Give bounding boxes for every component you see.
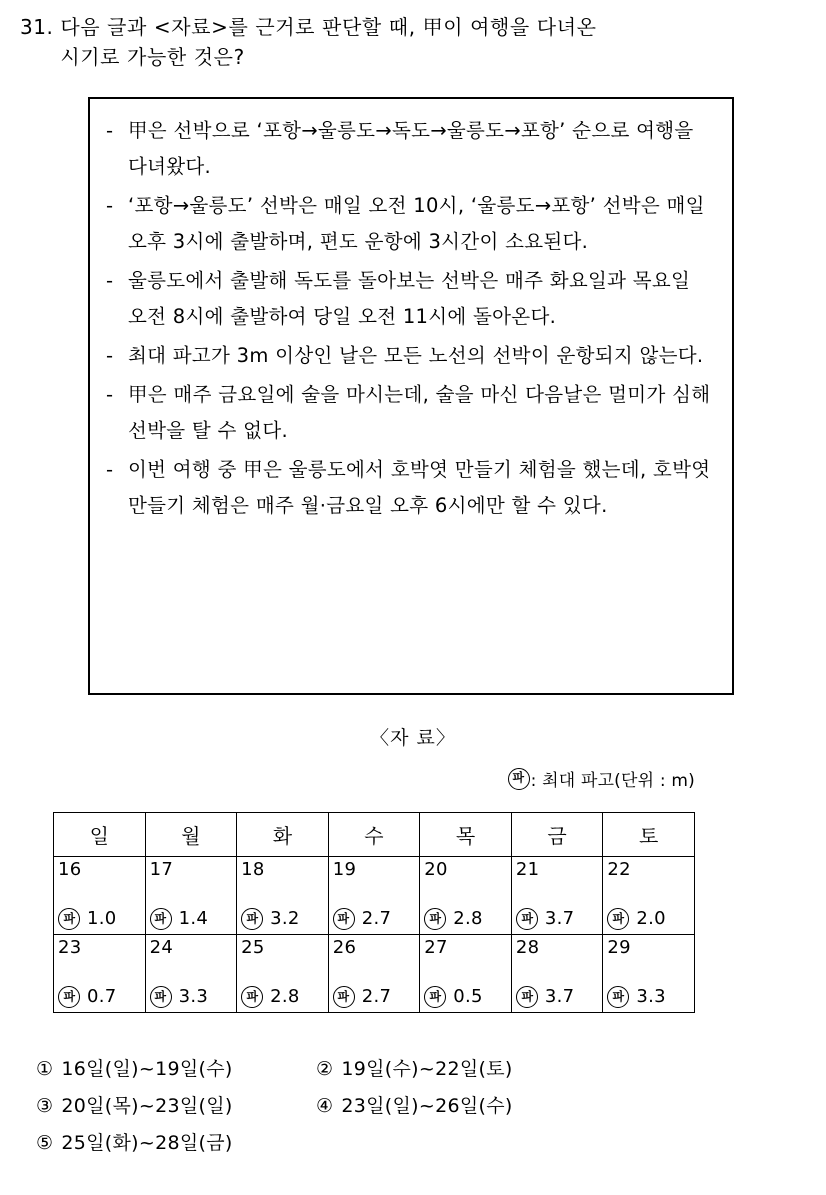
wave-height-value: 2.0 [636,908,666,929]
wave-height-entry [58,908,141,930]
wave-height-icon [58,908,80,930]
passage-box [88,97,734,695]
wave-badge-glyph: 파 [246,990,258,1004]
wave-badge-glyph: 파 [429,990,442,1004]
calendar-cell [511,935,603,1013]
choice-label-1: 16일(일)~19일(수) [61,1058,233,1080]
day-number: 29 [607,937,631,958]
wave-height-value: 3.3 [636,986,666,1007]
wave-height-icon [424,986,446,1008]
day-number: 23 [58,937,82,958]
bullet-dash-icon: - [106,194,114,217]
calendar-cell [603,857,695,935]
bullet-dash-icon: - [106,119,114,142]
calendar-body [54,857,695,1013]
choice-option-1[interactable] [36,1055,316,1083]
wave-height-icon [241,986,263,1008]
day-number: 19 [332,859,357,880]
wave-height-value: 3.2 [270,908,300,929]
wave-height-icon [607,908,629,930]
wave-height-entry [424,986,507,1008]
wave-height-value: 0.5 [453,986,483,1007]
wave-height-entry [150,908,233,930]
wave-height-entry [516,986,599,1008]
calendar-cell [237,935,329,1013]
wave-height-icon [150,986,172,1008]
choice-row [36,1092,796,1120]
wave-height-value: 2.8 [453,908,483,929]
table-row [54,857,695,935]
wave-height-value: 1.0 [87,908,117,929]
passage-bullet-list [106,113,714,524]
calendar-cell [420,935,512,1013]
calendar-cell [603,935,695,1013]
wave-badge-glyph: 파 [521,912,533,926]
choice-marker-3: ③ [36,1095,54,1117]
column-header-sat: 토 [603,813,695,857]
wave-height-entry [58,986,141,1008]
wave-height-icon [607,986,629,1008]
question-line-2: 시기로 가능한 것은? [60,45,245,69]
passage-item-text: 최대 파고가 3m 이상인 날은 모든 노선의 선박이 운항되지 않는다. [128,344,704,367]
day-number: 24 [149,937,174,958]
wave-badge-glyph: 파 [337,990,350,1004]
calendar-cell [328,935,420,1013]
wave-badge-glyph: 파 [154,912,167,926]
list-item [106,263,714,335]
day-number: 20 [424,859,448,880]
choice-option-4[interactable] [316,1092,513,1120]
wave-height-entry [424,908,507,930]
wave-height-entry [607,986,690,1008]
wave-height-entry [333,908,416,930]
list-item [106,113,714,185]
answer-choices [36,1055,796,1166]
wave-height-value: 3.3 [178,986,209,1007]
wave-height-entry [333,986,416,1008]
choice-row [36,1055,796,1083]
wave-height-entry [607,908,690,930]
bullet-dash-icon: - [106,383,114,406]
list-item [106,338,714,374]
calendar-cell [511,857,603,935]
wave-badge-glyph: 파 [429,912,442,926]
list-item [106,377,714,449]
day-number: 28 [515,937,540,958]
choice-option-3[interactable] [36,1092,316,1120]
passage-item-text: 甲은 매주 금요일에 술을 마시는데, 술을 마신 다음날은 멀미가 심해 선박을 탈 수 없다. [128,383,711,442]
wave-height-entry [150,986,233,1008]
calendar-cell [54,857,146,935]
bullet-dash-icon: - [106,269,114,292]
wave-height-entry [516,908,599,930]
bullet-dash-icon: - [106,458,114,481]
wave-height-entry [241,986,324,1008]
wave-height-icon [424,908,446,930]
question-stem [20,12,810,72]
question-line-1: 다음 글과 <자료>를 근거로 판단할 때, 甲이 여행을 다녀온 [60,15,597,39]
table-row [54,935,695,1013]
wave-height-value: 2.7 [361,986,392,1007]
wave-height-icon [241,908,263,930]
wave-badge-glyph: 파 [512,771,525,786]
choice-marker-4: ④ [316,1095,334,1117]
day-number: 16 [58,859,82,880]
day-number: 22 [607,859,631,880]
bullet-dash-icon: - [106,344,114,367]
choice-label-4: 23일(일)~26일(수) [341,1095,513,1117]
wave-badge-glyph: 파 [246,912,258,926]
choice-label-2: 19일(수)~22일(토) [341,1058,513,1080]
column-header-mon: 월 [145,813,237,857]
column-header-fri: 금 [511,813,603,857]
column-header-wed: 수 [328,813,420,857]
wave-height-calendar-table [53,812,695,1013]
passage-item-text: 甲은 선박으로 ‘포항→울릉도→독도→울릉도→포항’ 순으로 여행을 다녀왔다. [128,119,694,178]
wave-height-icon [508,768,530,790]
list-item [106,452,714,524]
list-item [106,188,714,260]
choice-option-5[interactable] [36,1129,316,1157]
question-text [60,12,596,72]
passage-item-text: 이번 여행 중 甲은 울릉도에서 호박엿 만들기 체험을 했는데, 호박엿 만들기 체험은 매주 월·금요일 오후 6시에만 할 수 있다. [128,458,711,517]
calendar-cell [237,857,329,935]
legend [508,766,695,791]
column-header-thu: 목 [420,813,512,857]
choice-marker-1: ① [36,1058,54,1080]
passage-item-text: 울릉도에서 출발해 독도를 돌아보는 선박은 매주 화요일과 목요일 오전 8시에 출발하여 당일 오전 11시에 돌아온다. [128,269,691,328]
wave-badge-glyph: 파 [63,990,75,1004]
choice-row [36,1129,796,1157]
wave-height-icon [333,986,355,1008]
wave-height-value: 3.7 [544,986,575,1007]
wave-height-icon [58,986,80,1008]
day-number: 26 [332,937,357,958]
choice-marker-2: ② [316,1058,334,1080]
wave-badge-glyph: 파 [612,912,625,926]
wave-height-value: 3.7 [544,908,575,929]
wave-height-value: 1.4 [178,908,209,929]
wave-badge-glyph: 파 [63,912,75,926]
legend-label: : 최대 파고(단위 : m) [530,771,695,791]
calendar-header [54,813,695,857]
wave-height-icon [516,986,538,1008]
wave-height-icon [333,908,355,930]
wave-height-value: 2.8 [270,986,300,1007]
data-section-caption: 〈자 료〉 [370,727,456,749]
day-number: 25 [241,937,265,958]
choice-option-2[interactable] [316,1055,513,1083]
wave-height-icon [150,908,172,930]
choice-label-3: 20일(목)~23일(일) [61,1095,233,1117]
question-number: 31. [20,15,54,39]
wave-badge-glyph: 파 [154,990,167,1004]
choice-marker-5: ⑤ [36,1132,54,1154]
passage-item-text: ‘포항→울릉도’ 선박은 매일 오전 10시, ‘울릉도→포항’ 선박은 매일 오후 3시에 출발하며, 편도 운항에 3시간이 소요된다. [128,194,705,253]
day-number: 27 [424,937,448,958]
calendar-cell [145,857,237,935]
calendar-cell [328,857,420,935]
calendar-cell [54,935,146,1013]
column-header-sun: 일 [54,813,146,857]
calendar-cell [145,935,237,1013]
choice-label-5: 25일(화)~28일(금) [61,1132,233,1154]
wave-height-value: 2.7 [361,908,392,929]
column-header-tue: 화 [237,813,329,857]
wave-badge-glyph: 파 [521,990,533,1004]
wave-height-value: 0.7 [87,986,117,1007]
day-number: 18 [241,859,265,880]
wave-badge-glyph: 파 [337,912,350,926]
wave-height-icon [516,908,538,930]
table-header-row [54,813,695,857]
wave-height-entry [241,908,324,930]
calendar-cell [420,857,512,935]
wave-badge-glyph: 파 [612,990,625,1004]
day-number: 17 [149,859,174,880]
day-number: 21 [515,859,540,880]
